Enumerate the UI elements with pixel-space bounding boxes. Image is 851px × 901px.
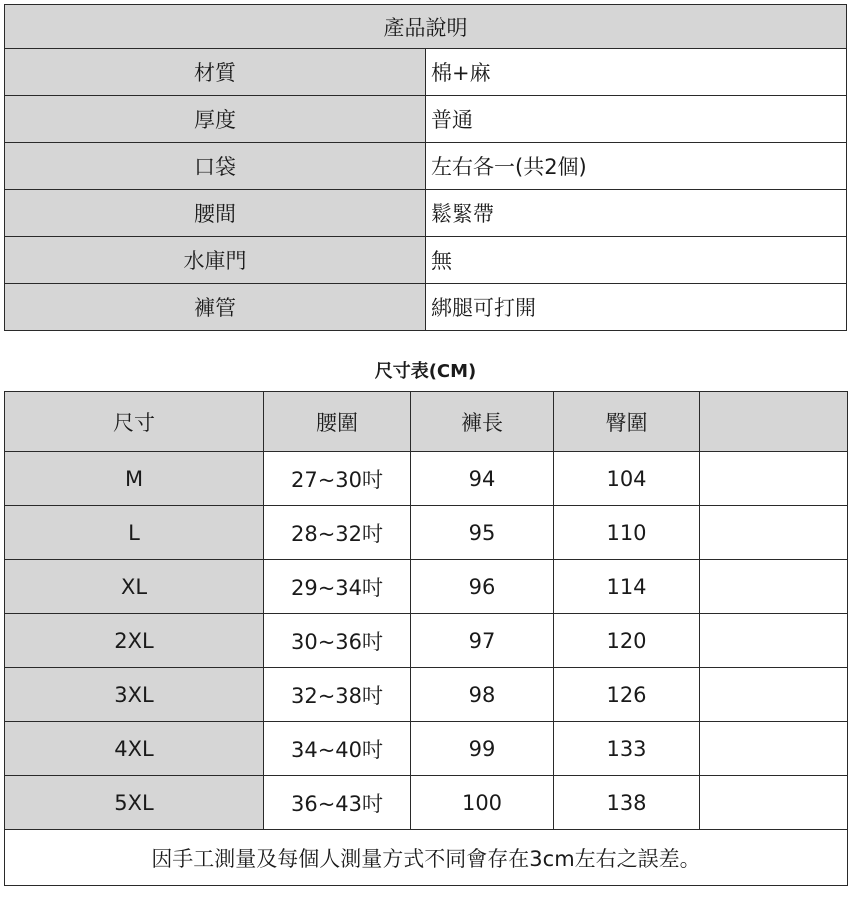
spec-value: 無 (426, 237, 847, 284)
header-hip: 臀圍 (554, 392, 700, 452)
length-cell: 96 (411, 560, 554, 614)
hip-cell: 126 (554, 668, 700, 722)
size-chart-table (4, 391, 848, 886)
table-row (5, 614, 848, 668)
size-cell: 2XL (5, 614, 264, 668)
hip-cell: 120 (554, 614, 700, 668)
length-cell: 94 (411, 452, 554, 506)
spec-label: 水庫門 (5, 237, 426, 284)
spec-label: 厚度 (5, 96, 426, 143)
spec-value: 棉+麻 (426, 49, 847, 96)
size-cell: L (5, 506, 264, 560)
spec-row-leg (5, 284, 847, 331)
extra-cell (700, 614, 848, 668)
header-blank (700, 392, 848, 452)
waist-cell: 29~34吋 (264, 560, 411, 614)
size-cell: 4XL (5, 722, 264, 776)
hip-cell: 104 (554, 452, 700, 506)
length-cell: 98 (411, 668, 554, 722)
measurement-note: 因手工測量及每個人測量方式不同會存在3cm左右之誤差。 (5, 830, 848, 886)
size-cell: XL (5, 560, 264, 614)
table-row (5, 560, 848, 614)
spec-value: 綁腿可打開 (426, 284, 847, 331)
size-chart-title: 尺寸表(CM) (374, 361, 477, 382)
spec-label: 材質 (5, 49, 426, 96)
length-cell: 100 (411, 776, 554, 830)
waist-cell: 32~38吋 (264, 668, 411, 722)
waist-cell: 30~36吋 (264, 614, 411, 668)
spec-row-pocket (5, 143, 847, 190)
extra-cell (700, 452, 848, 506)
spec-row-material (5, 49, 847, 96)
spec-row-thickness (5, 96, 847, 143)
waist-cell: 36~43吋 (264, 776, 411, 830)
spec-label: 腰間 (5, 190, 426, 237)
waist-cell: 28~32吋 (264, 506, 411, 560)
size-cell: 5XL (5, 776, 264, 830)
spec-title-row (5, 5, 847, 49)
length-cell: 95 (411, 506, 554, 560)
table-row (5, 668, 848, 722)
hip-cell: 110 (554, 506, 700, 560)
table-row (5, 722, 848, 776)
hip-cell: 114 (554, 560, 700, 614)
spec-value: 鬆緊帶 (426, 190, 847, 237)
header-length: 褲長 (411, 392, 554, 452)
length-cell: 97 (411, 614, 554, 668)
spec-label: 褲管 (5, 284, 426, 331)
length-cell: 99 (411, 722, 554, 776)
spec-value: 普通 (426, 96, 847, 143)
hip-cell: 138 (554, 776, 700, 830)
size-header-row (5, 392, 848, 452)
extra-cell (700, 722, 848, 776)
spec-value: 左右各一(共2個) (426, 143, 847, 190)
table-row (5, 776, 848, 830)
table-row (5, 452, 848, 506)
spec-row-waist (5, 190, 847, 237)
extra-cell (700, 668, 848, 722)
spec-title: 產品說明 (5, 5, 847, 49)
waist-cell: 34~40吋 (264, 722, 411, 776)
extra-cell (700, 506, 848, 560)
extra-cell (700, 776, 848, 830)
note-row (5, 830, 848, 886)
hip-cell: 133 (554, 722, 700, 776)
spec-row-fly (5, 237, 847, 284)
header-waist: 腰圍 (264, 392, 411, 452)
extra-cell (700, 560, 848, 614)
waist-cell: 27~30吋 (264, 452, 411, 506)
header-size: 尺寸 (5, 392, 264, 452)
spec-label: 口袋 (5, 143, 426, 190)
table-row (5, 506, 848, 560)
product-spec-table (4, 4, 847, 331)
size-cell: 3XL (5, 668, 264, 722)
size-cell: M (5, 452, 264, 506)
